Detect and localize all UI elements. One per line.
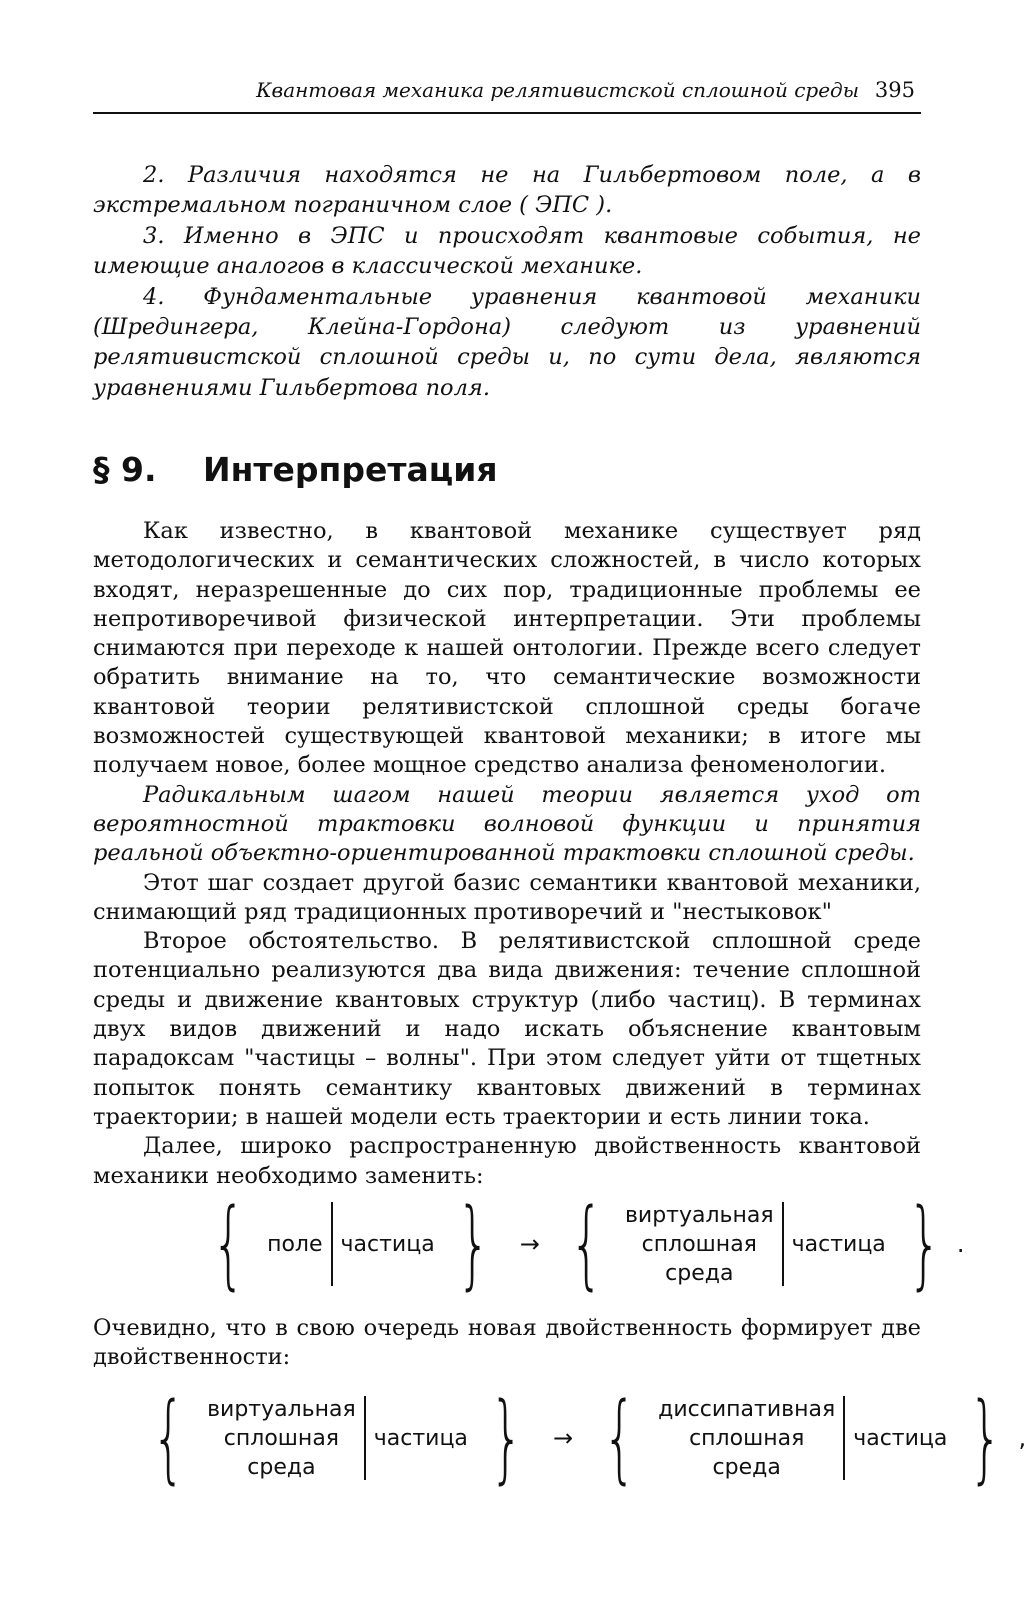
cell-line: среда [665, 1260, 734, 1286]
formula-cell: частица [791, 1231, 886, 1257]
formula-cell: частица [853, 1425, 948, 1451]
formula-punct: , [1018, 1424, 1027, 1452]
cell-line: среда [712, 1454, 781, 1480]
right-brace: } [489, 1382, 524, 1494]
paragraph: Очевидно, что в свою очередь новая двойственность формирует две двойственности: [93, 1315, 921, 1371]
section-heading [93, 450, 498, 489]
formula-cell [650, 1395, 843, 1482]
left-brace: { [151, 1382, 186, 1494]
running-title: Квантовая механика релятивистской сплошной среды [256, 78, 859, 102]
formula-duality-1 [198, 1188, 965, 1300]
running-header [93, 72, 921, 114]
cell-line: сплошная [223, 1425, 340, 1451]
left-brace: { [211, 1188, 246, 1300]
cell-line: виртуальная [624, 1202, 774, 1228]
conclusions-list [93, 160, 921, 403]
cell-line: виртуальная [207, 1396, 356, 1422]
right-brace: } [456, 1188, 491, 1300]
cell-line: сплошная [689, 1425, 805, 1451]
formula-duality-2 [138, 1382, 1027, 1494]
arrow-icon: → [552, 1424, 574, 1452]
conclusion-item: 3. Именно в ЭПС и происходят квантовые события, не имеющие аналогов в классической механике. [93, 222, 921, 280]
cell-line: диссипативная [658, 1396, 836, 1422]
section-number: § 9. [93, 450, 157, 489]
formula-cell: частица [373, 1425, 468, 1451]
section-title: Интерпретация [203, 450, 498, 489]
formula-cell [199, 1395, 364, 1482]
conclusion-item: 2. Различия находятся не на Гильбертовом поле, а в экстремальном пограничном слое ( ЭПС ). [93, 162, 921, 219]
left-brace: { [569, 1188, 604, 1300]
paragraph: Далее, широко распространенную двойственность квантовой механики необходимо заменить: [93, 1133, 921, 1189]
formula-followup [93, 1314, 921, 1373]
paragraph: Второе обстоятельство. В релятивистской сплошной среде потенциально реализуются два вида движения: течение сплошной среды и движение квантовых структур (либо частиц). В терминах двух видов движений и надо искать объяснение квантовым парадоксам "частицы – волны". При этом следует уйти от тщетных попыток понять семантику квантовых движений в терминах траектории; в нашей модели есть траектории и есть линии тока. [93, 928, 921, 1130]
paragraph: Как известно, в квантовой механике существует ряд методологических и семантических сложностей, в число которых входят, неразрешенные до сих пор, традиционные проблемы ее непротиворечивой физической интерпретации. Эти проблемы снимаются при переходе к нашей онтологии. Прежде всего следует обратить внимание на то, что семантические возможности квантовой теории релятивистской сплошной среды богаче возможностей существующей квантовой механики; в итоге мы получаем новое, более мощное средство анализа феноменологии. [93, 518, 921, 779]
left-brace: { [602, 1382, 637, 1494]
right-brace: } [907, 1188, 942, 1300]
emphasis-paragraph: Радикальным шагом нашей теории является уход от вероятностной трактовки волновой функции и принятия реальной объектно-ориентированной трактовки сплошной среды. [93, 781, 921, 867]
page-number: 395 [874, 78, 915, 102]
cell-line: среда [247, 1454, 316, 1480]
formula-cell: частица [340, 1231, 435, 1257]
book-page [93, 0, 1027, 1600]
paragraph: Этот шаг создает другой базис семантики квантовой механики, снимающий ряд традиционных противоречий и "нестыковок" [93, 869, 921, 925]
section-body [93, 517, 921, 1191]
formula-cell: поле [267, 1231, 323, 1257]
right-brace: } [969, 1382, 1003, 1494]
formula-cell [617, 1201, 782, 1288]
formula-punct: . [956, 1230, 965, 1258]
arrow-icon: → [519, 1230, 540, 1258]
cell-line: сплошная [641, 1231, 757, 1257]
conclusion-item: 4. Фундаментальные уравнения квантовой механики (Шредингера, Клейна-Гордона) следуют из уравнений релятивистской сплошной среды и, по сути дела, являются уравнениями Гильбертова поля. [93, 283, 921, 401]
